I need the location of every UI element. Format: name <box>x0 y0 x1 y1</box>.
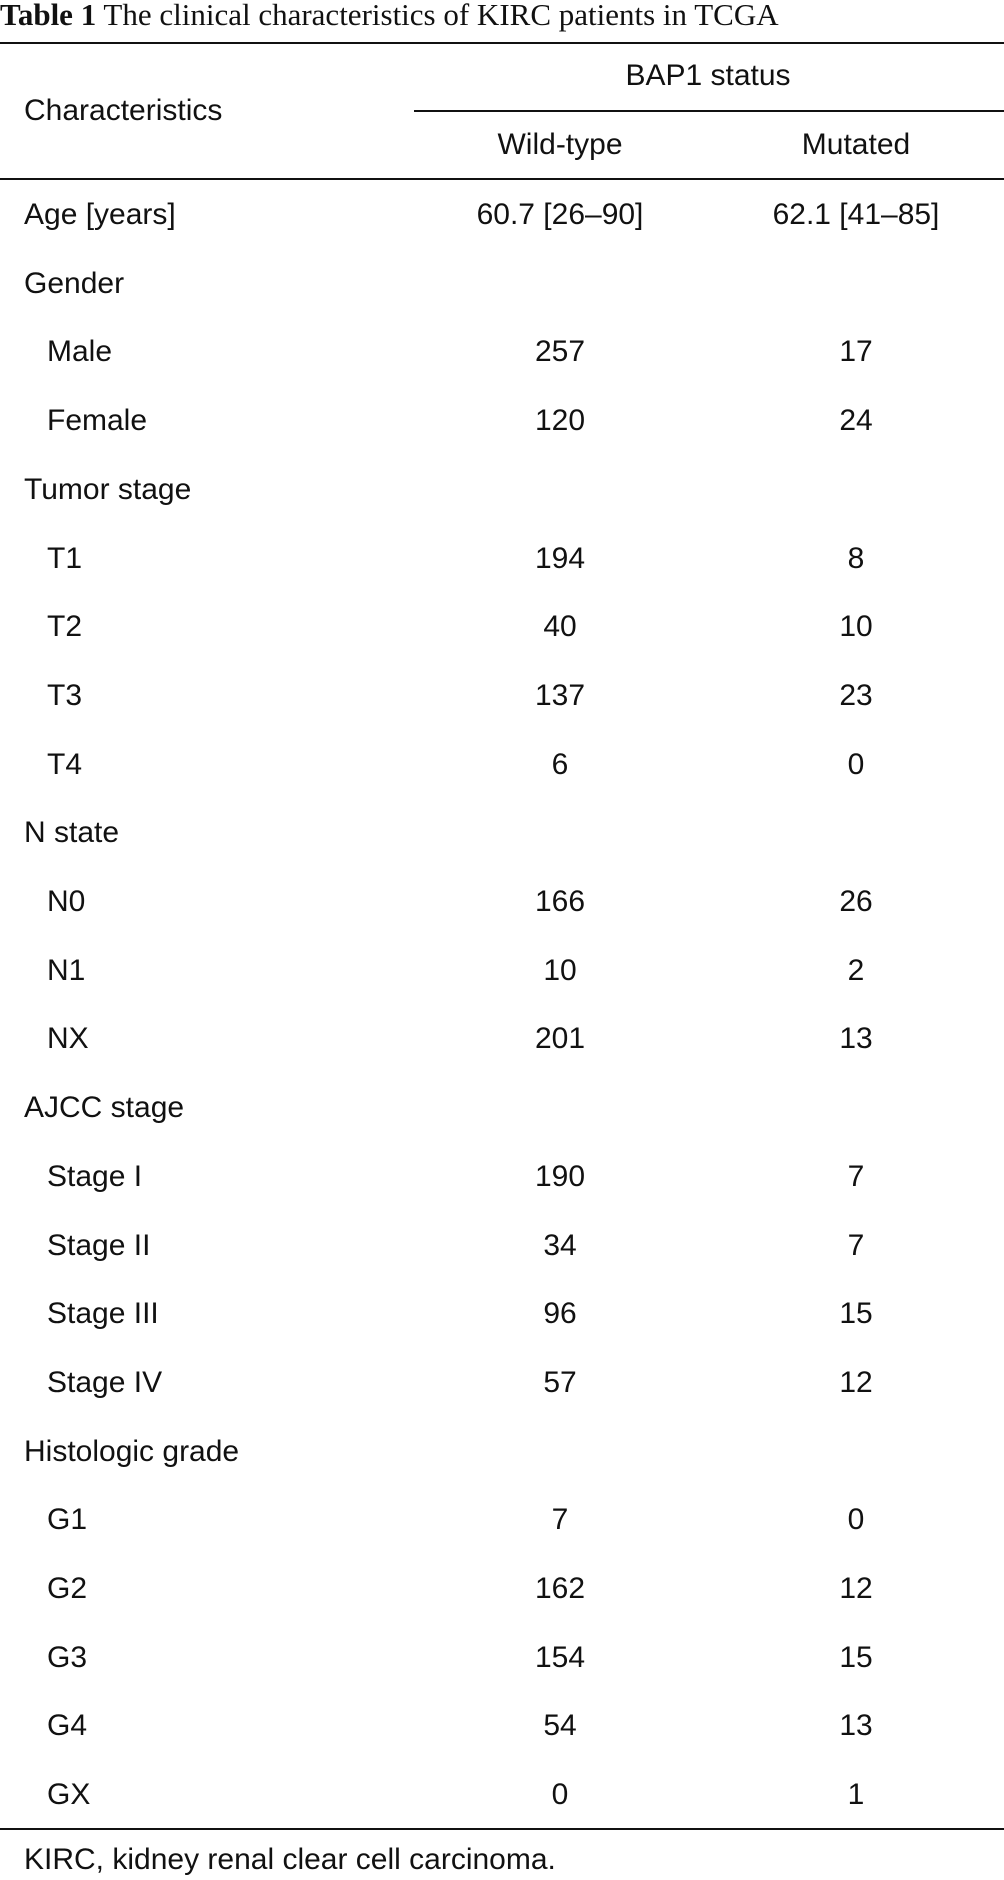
cell-wild-type: 57 <box>543 1366 577 1399</box>
cell-mutated: 23 <box>839 679 873 712</box>
cell-mutated: 13 <box>839 1709 873 1742</box>
row-label: NX <box>47 1022 89 1055</box>
row-label: Stage IV <box>47 1366 163 1399</box>
cell-mutated: 0 <box>847 1503 865 1536</box>
cell-wild-type <box>460 813 660 853</box>
row-group-label: Gender <box>24 267 125 300</box>
cell-wild-type: 194 <box>534 542 586 575</box>
header-group-rule <box>414 110 1004 112</box>
cell-mutated: 10 <box>839 610 873 643</box>
cell-mutated: 15 <box>839 1297 873 1330</box>
row-label: N1 <box>47 954 86 987</box>
row-label: Stage I <box>47 1160 143 1193</box>
header-bottom-rule <box>0 178 1004 180</box>
cell-wild-type <box>460 264 660 304</box>
cell-wild-type: 137 <box>534 679 586 712</box>
row-label: Stage II <box>47 1229 151 1262</box>
cell-mutated: 12 <box>839 1572 873 1605</box>
cell-mutated: 24 <box>839 404 873 437</box>
cell-wild-type: 162 <box>534 1572 586 1605</box>
cell-wild-type: 166 <box>534 885 586 918</box>
cell-mutated <box>756 470 956 510</box>
table-caption <box>0 0 779 40</box>
row-group-label: Tumor stage <box>24 473 192 506</box>
cell-mutated: 17 <box>839 335 873 368</box>
cell-wild-type: 40 <box>543 610 577 643</box>
cell-mutated: 12 <box>839 1366 873 1399</box>
cell-wild-type: 257 <box>534 335 586 368</box>
cell-wild-type <box>460 1432 660 1472</box>
cell-wild-type: 6 <box>551 748 569 781</box>
header-wild-type: Wild-type <box>497 128 623 161</box>
row-label: T1 <box>47 542 83 575</box>
cell-wild-type: 201 <box>534 1022 586 1055</box>
row-label: G3 <box>47 1641 88 1674</box>
row-label: T4 <box>47 748 83 781</box>
cell-mutated <box>756 1088 956 1128</box>
table-bottom-rule <box>0 1828 1004 1830</box>
cell-wild-type <box>460 1088 660 1128</box>
cell-wild-type: 60.7 [26–90] <box>476 198 644 231</box>
row-label: T3 <box>47 679 83 712</box>
cell-mutated: 15 <box>839 1641 873 1674</box>
cell-wild-type: 190 <box>534 1160 586 1193</box>
header-characteristics: Characteristics <box>24 94 223 127</box>
table-top-rule <box>0 42 1004 44</box>
row-group-label: AJCC stage <box>24 1091 185 1124</box>
row-label: G2 <box>47 1572 88 1605</box>
cell-wild-type: 0 <box>551 1778 569 1811</box>
row-label: Male <box>47 335 113 368</box>
cell-wild-type: 10 <box>543 954 577 987</box>
row-label: T2 <box>47 610 83 643</box>
cell-wild-type: 34 <box>543 1229 577 1262</box>
header-mutated: Mutated <box>801 128 911 161</box>
cell-mutated: 2 <box>847 954 865 987</box>
cell-mutated <box>756 264 956 304</box>
cell-wild-type: 154 <box>534 1641 586 1674</box>
cell-mutated: 7 <box>847 1160 865 1193</box>
row-label: Female <box>47 404 148 437</box>
cell-wild-type <box>460 470 660 510</box>
header-bap1-status: BAP1 status <box>625 59 791 92</box>
row-label: Stage III <box>47 1297 159 1330</box>
row-label: GX <box>47 1778 91 1811</box>
cell-mutated: 0 <box>847 748 865 781</box>
cell-wild-type: 54 <box>543 1709 577 1742</box>
row-group-label: Age [years] <box>24 198 176 231</box>
table-footnote: KIRC, kidney renal clear cell carcinoma. <box>24 1843 556 1876</box>
cell-mutated: 7 <box>847 1229 865 1262</box>
cell-mutated <box>756 813 956 853</box>
cell-mutated: 8 <box>847 542 865 575</box>
cell-wild-type: 96 <box>543 1297 577 1330</box>
cell-mutated: 13 <box>839 1022 873 1055</box>
cell-mutated: 1 <box>847 1778 865 1811</box>
row-label: N0 <box>47 885 86 918</box>
table-caption-label: Table 1 <box>0 0 97 32</box>
row-group-label: N state <box>24 816 120 849</box>
cell-wild-type: 120 <box>534 404 586 437</box>
table-caption-text: The clinical characteristics of KIRC patients in TCGA <box>103 0 779 32</box>
row-label: G1 <box>47 1503 88 1536</box>
row-label: G4 <box>47 1709 88 1742</box>
cell-wild-type: 7 <box>551 1503 569 1536</box>
cell-mutated <box>756 1432 956 1472</box>
row-group-label: Histologic grade <box>24 1435 240 1468</box>
cell-mutated: 26 <box>839 885 873 918</box>
cell-mutated: 62.1 [41–85] <box>772 198 940 231</box>
